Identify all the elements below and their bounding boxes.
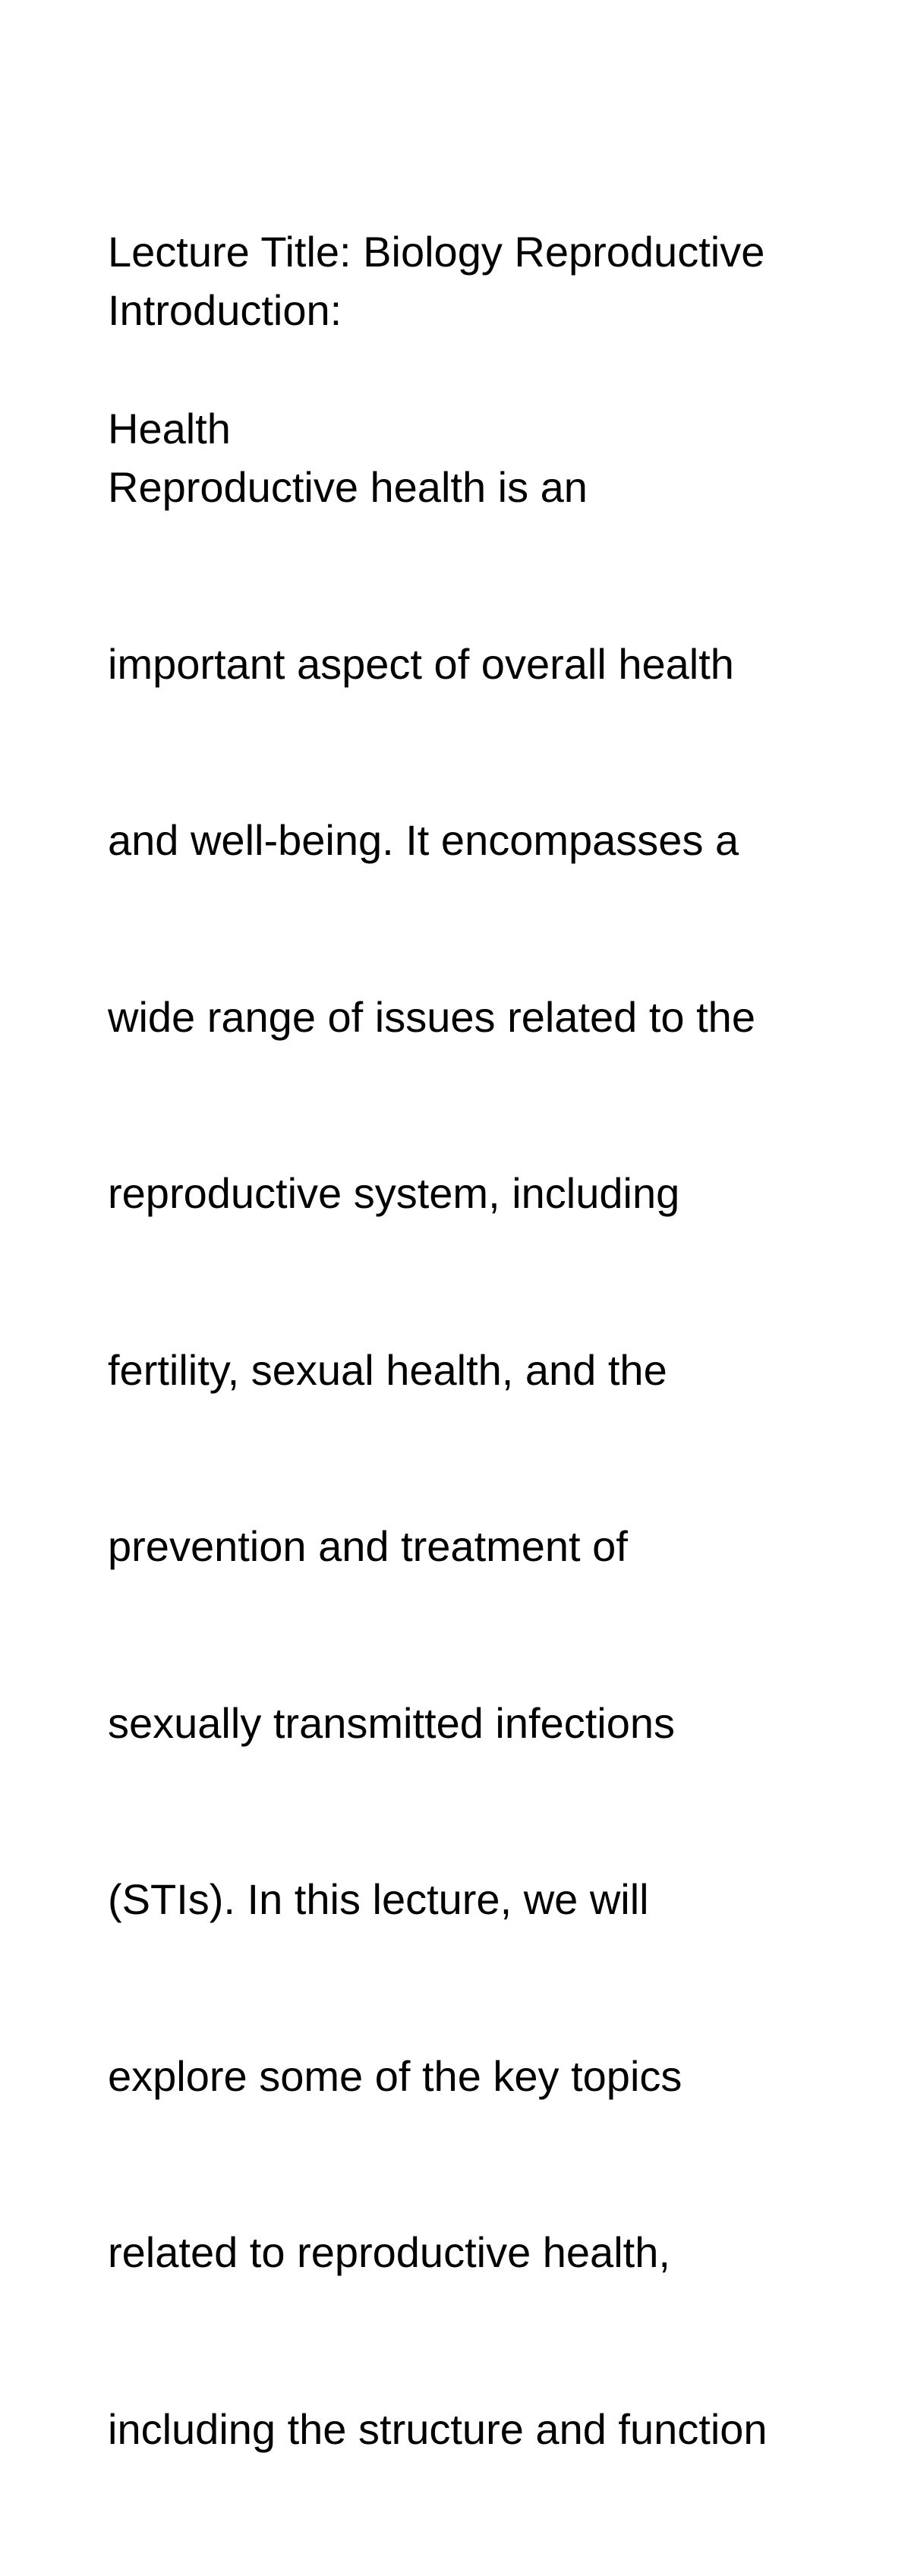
paragraph-line: reproductive system, including [108,1169,680,1217]
paragraph-line: including the structure and function [108,2404,768,2453]
paragraph-line: Reproductive health is an [108,463,588,511]
paragraph-line: explore some of the key topics [108,2051,682,2100]
paragraph-line: important aspect of overall health [108,639,734,688]
paragraph-line: and well-being. It encompasses a [108,816,739,864]
section-heading: Introduction: [108,286,342,334]
paragraph-line: related to reproductive health, [108,2228,670,2276]
paragraph-line: fertility, sexual health, and the [108,1345,667,1394]
paragraph-line: wide range of issues related to the [108,992,755,1041]
title-line: Lecture Title: Biology Reproductive [108,228,765,276]
title-line: Health [108,404,231,452]
paragraph-line: sexually transmitted infections [108,1698,676,1747]
paragraph-line: (STIs). In this lecture, we will [108,1875,649,1923]
paragraph-line: prevention and treatment of [108,1522,628,1570]
introduction-paragraph [108,340,837,2576]
